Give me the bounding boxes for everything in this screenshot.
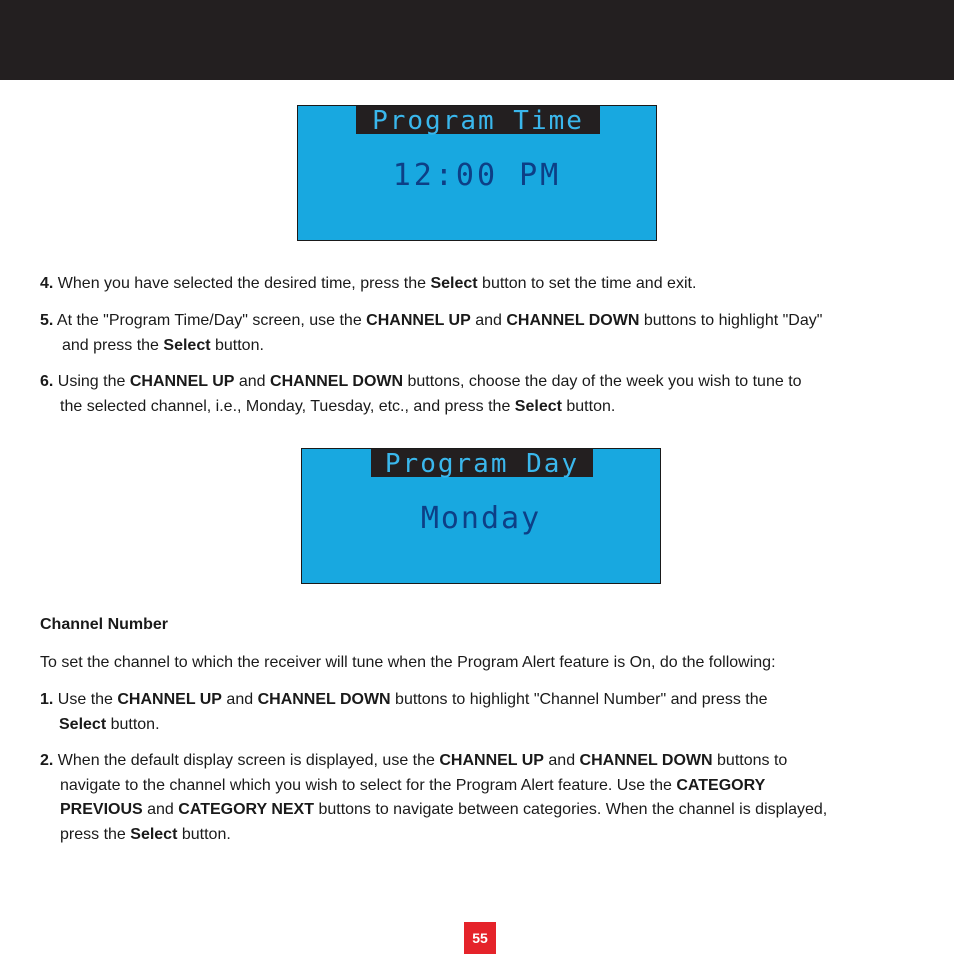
step-number: 5. <box>40 312 54 329</box>
step-text: Using the <box>53 373 130 390</box>
section-heading: Channel Number <box>40 616 169 633</box>
step-text: and <box>543 752 580 769</box>
step-text: and press the <box>62 336 164 354</box>
section-intro: To set the channel to which the receiver will tune when the Program Alert feature is On, do the following: <box>40 654 776 671</box>
step-bold: CATEGORY NEXT <box>178 801 314 818</box>
step-bold: CHANNEL UP <box>129 373 235 390</box>
step-1 <box>40 688 920 737</box>
step-text: press the <box>60 825 131 843</box>
lcd-display-program-time <box>297 105 657 241</box>
step-text: and <box>234 373 271 390</box>
step-text: and <box>142 801 179 818</box>
step-continuation <box>40 774 920 799</box>
step-text: When you have selected the desired time, press the <box>57 275 431 292</box>
step-text: and <box>470 312 507 329</box>
step-bold: CATEGORY <box>676 776 766 794</box>
step-bold: CHANNEL UP <box>366 312 471 329</box>
step-text: button. <box>177 825 231 843</box>
step-text: buttons to <box>712 752 788 769</box>
step-text: button. <box>561 397 616 415</box>
lcd-title: Program Time <box>356 106 600 134</box>
step-text: When the default display screen is displayed, use the <box>53 752 440 769</box>
lcd-display-program-day <box>301 448 661 584</box>
step-text: button to set the time and exit. <box>477 275 697 292</box>
step-number: 2. <box>40 752 54 769</box>
lcd-title: Program Day <box>371 449 593 477</box>
step-number: 6. <box>40 373 54 390</box>
step-text: buttons to highlight "Channel Number" and press the <box>390 691 768 708</box>
step-bold: Select <box>430 275 478 292</box>
step-2 <box>40 749 920 847</box>
step-text: buttons to navigate between categories. When the channel is displayed, <box>314 801 828 818</box>
step-bold: Select <box>59 715 107 733</box>
step-bold: Select <box>163 336 211 354</box>
step-continuation <box>40 798 920 823</box>
step-bold: CHANNEL DOWN <box>270 373 404 390</box>
step-text: button. <box>210 336 264 354</box>
step-continuation <box>40 334 920 359</box>
step-text: Use the <box>53 691 118 708</box>
step-number: 1. <box>40 691 54 708</box>
step-6 <box>40 370 920 419</box>
page-number: 55 <box>464 922 496 954</box>
step-bold: CHANNEL DOWN <box>257 691 391 708</box>
step-number: 4. <box>40 275 54 292</box>
step-bold: CHANNEL DOWN <box>506 312 640 329</box>
step-bold: Select <box>514 397 562 415</box>
step-text: buttons, choose the day of the week you wish to tune to <box>403 373 802 390</box>
step-bold: CHANNEL UP <box>439 752 544 769</box>
step-continuation <box>40 713 920 738</box>
step-text: navigate to the channel which you wish to select for the Program Alert feature. Use the <box>60 776 677 794</box>
step-bold: Select <box>130 825 178 843</box>
header-bar <box>0 0 954 80</box>
lcd-value: Monday <box>420 501 542 536</box>
step-text: button. <box>106 715 160 733</box>
step-text: buttons to highlight "Day" <box>639 312 823 329</box>
step-bold: CHANNEL UP <box>117 691 222 708</box>
step-bold: PREVIOUS <box>60 801 143 818</box>
step-text: At the "Program Time/Day" screen, use the <box>53 312 367 329</box>
step-continuation <box>40 823 920 848</box>
step-text: and <box>221 691 258 708</box>
step-4 <box>40 272 920 297</box>
step-bold: CHANNEL DOWN <box>579 752 713 769</box>
step-text: the selected channel, i.e., Monday, Tuesday, etc., and press the <box>60 397 515 415</box>
step-5 <box>40 309 920 358</box>
step-continuation <box>40 395 920 420</box>
lcd-value: 12:00 PM <box>392 158 562 193</box>
